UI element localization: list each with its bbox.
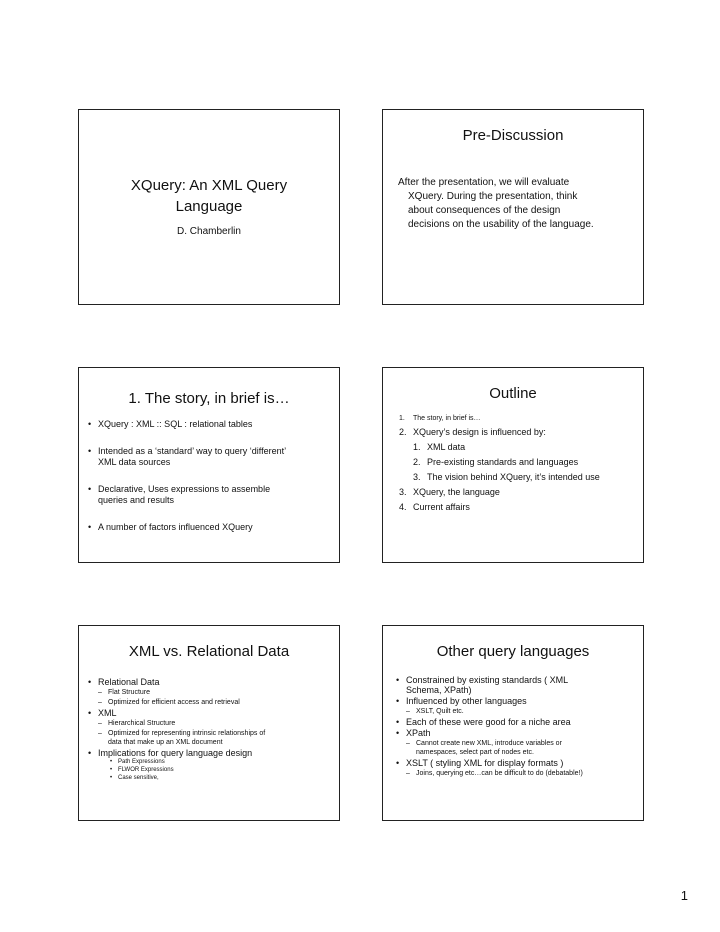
list-item: • Intended as a ‘standard’ way to query ‘different’ XML data sources	[88, 446, 287, 467]
page-number: 1	[680, 888, 688, 903]
slide-title	[78, 109, 340, 305]
list-item: • XSLT ( styling XML for display formats )	[396, 758, 564, 768]
list-item: 3. The vision behind XQuery, it’s intended use	[413, 472, 600, 482]
slide-heading: Other query languages	[436, 643, 590, 660]
outline-list	[399, 415, 637, 517]
slide-heading: Pre-Discussion	[462, 127, 564, 144]
list-item: 2. Pre-existing standards and languages	[413, 457, 579, 467]
author: D. Chamberlin	[177, 226, 241, 237]
list-item: – Optimized for efficient access and retrieval	[98, 699, 240, 706]
slide-title-text: XQuery: An XML Query Language	[130, 177, 288, 215]
list-item: • XPath	[396, 728, 431, 738]
slide-other-query-languages	[382, 625, 644, 821]
list-item: • Case sensitive,	[110, 775, 159, 781]
slide-pre-discussion	[382, 109, 644, 305]
list-item: – XSLT, Quilt etc.	[406, 708, 464, 715]
list-item: – Cannot create new XML, introduce variables or namespaces, select part of nodes etc.	[406, 740, 562, 756]
bullet-list	[88, 676, 331, 782]
list-item: – Joins, querying etc…can be difficult to do (debatable!)	[406, 770, 583, 777]
list-item: • Path Expressions	[110, 759, 165, 765]
list-item: • Declarative, Uses expressions to assemble queries and results	[88, 484, 271, 505]
list-item: 4. Current affairs	[399, 502, 470, 512]
slide-story	[78, 367, 340, 563]
slide-heading: XML vs. Relational Data	[128, 643, 290, 660]
list-item: • Influenced by other languages	[396, 696, 527, 706]
slide-outline	[382, 367, 644, 563]
list-item: • Constrained by existing standards ( XML Schema, XPath)	[396, 675, 569, 695]
slide-xml-vs-relational	[78, 625, 340, 821]
bullet-list	[396, 674, 637, 778]
list-item: • XQuery : XML :: SQL : relational tables	[88, 419, 253, 429]
list-item: 2. XQuery’s design is influenced by:	[399, 427, 546, 437]
list-item: • A number of factors influenced XQuery	[88, 522, 253, 532]
list-item: • XML	[88, 708, 117, 718]
slide-body: After the presentation, we will evaluate XQuery. During the presentation, think about consequences of the design decisions on the usability of the language.	[398, 177, 594, 230]
list-item: – Optimized for representing intrinsic relationships of data that make up an XML document	[98, 730, 266, 746]
list-item: • Implications for query language design	[88, 748, 253, 758]
list-item: – Hierarchical Structure	[98, 720, 176, 727]
bullet-list	[88, 419, 331, 549]
list-item: 1. The story, in brief is…	[399, 415, 481, 422]
list-item: • Relational Data	[88, 677, 160, 687]
list-item: • Each of these were good for a niche area	[396, 717, 571, 727]
list-item: • FLWOR Expressions	[110, 767, 174, 773]
list-item: 3. XQuery, the language	[399, 487, 500, 497]
list-item: – Flat Structure	[98, 689, 151, 696]
slide-heading: 1. The story, in brief is…	[128, 390, 290, 407]
list-item: 1. XML data	[413, 442, 466, 452]
slide-heading: Outline	[489, 385, 537, 402]
